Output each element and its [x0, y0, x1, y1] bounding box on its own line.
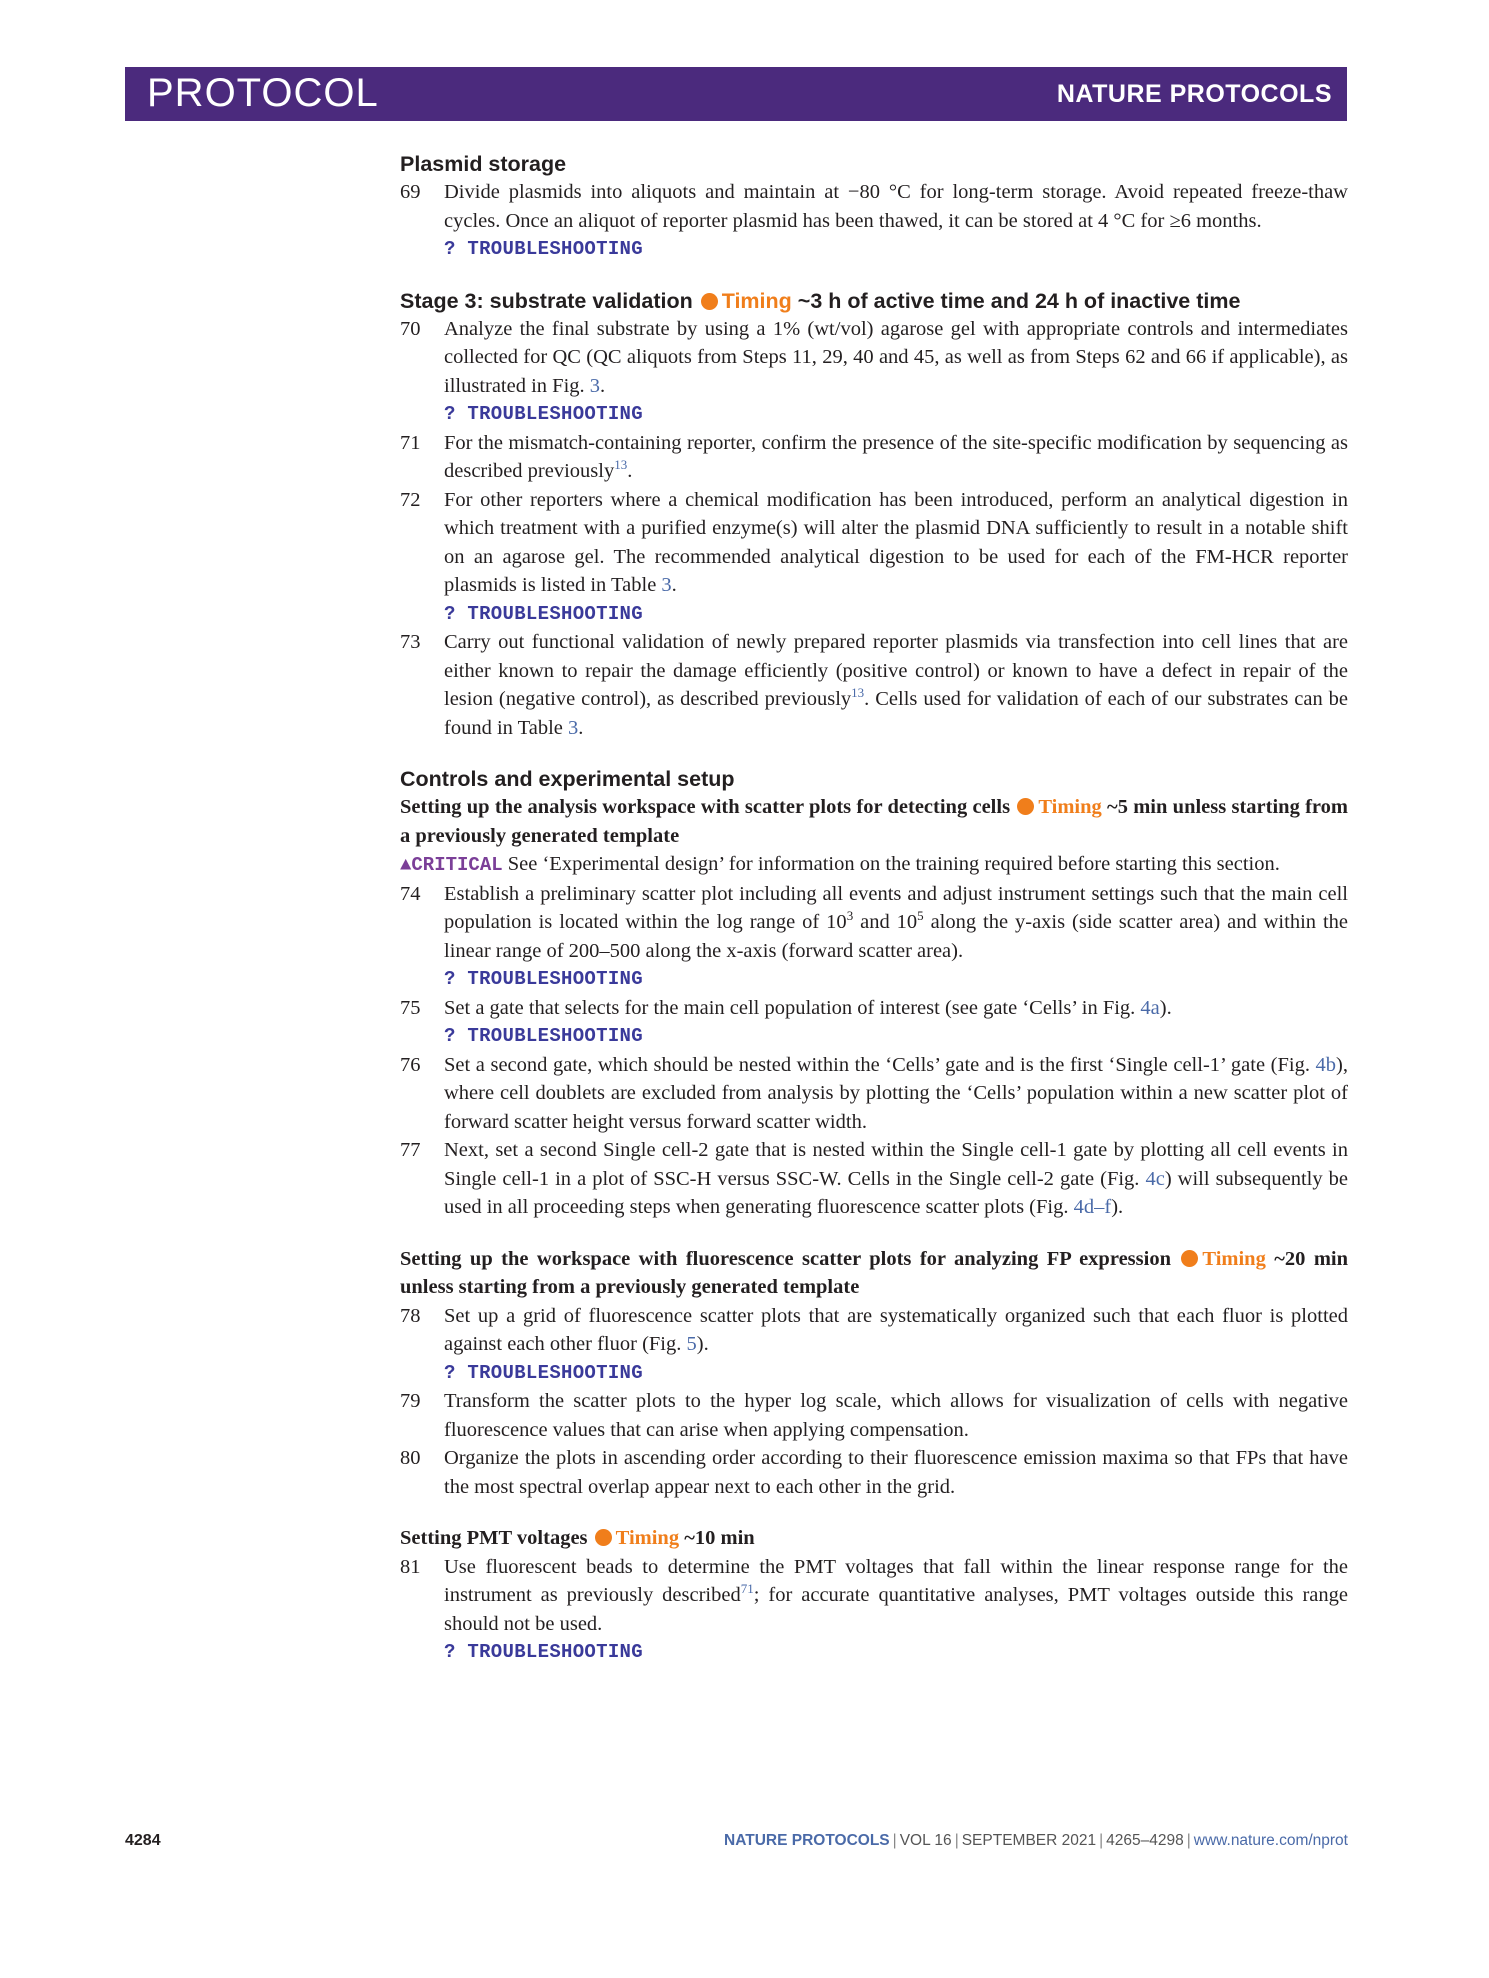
step-text: . Cells used for validation of each of our substrates can be found in Table [444, 688, 1349, 739]
step-73 [400, 628, 1348, 742]
timing-value: ~20 min unless starting from a previously generated template [400, 1247, 1348, 1298]
timing-label: Timing [1202, 1247, 1266, 1270]
step-71 [400, 429, 1348, 486]
troubleshooting-link[interactable]: ? TROUBLESHOOTING [444, 968, 643, 990]
section-heading [400, 287, 1348, 315]
step-number: 81 [400, 1555, 421, 1578]
heading-text: Setting PMT voltages [400, 1527, 588, 1549]
heading-text: Stage 3: substrate validation [400, 288, 693, 313]
sub-heading [400, 1245, 1348, 1302]
section-controls-setup [400, 765, 1348, 1222]
step-79 [400, 1387, 1348, 1444]
timing-value: ~10 min [684, 1527, 755, 1549]
step-number: 75 [400, 996, 421, 1019]
footer-separator: | [954, 1832, 959, 1849]
troubleshooting-link[interactable]: ? TROUBLESHOOTING [444, 1361, 643, 1384]
step-text: Establish a preliminary scatter plot including all events and adjust instrument settings such that the main cell population is located within the log range of 10 [444, 882, 1348, 933]
step-text: Organize the plots in ascending order according to their fluorescence emission maxima so that FPs that have the most spectral overlap appear next to each other in the grid. [444, 1447, 1348, 1498]
step-number: 69 [400, 181, 421, 203]
header-journal-label: NATURE PROTOCOLS [1056, 80, 1332, 108]
step-text: For the mismatch-containing reporter, confirm the presence of the site-specific modification by sequencing as described previously [444, 431, 1348, 482]
step-number: 72 [400, 488, 421, 511]
timing-label: Timing [615, 1527, 680, 1549]
step-text: along the y-axis (side scatter area) and within the linear range of 200–500 along the x-axis (forward scatter area). [444, 911, 1348, 962]
step-text: Next, set a second Single cell-2 gate that is nested within the Single cell-1 gate by plotting all cell events in Single cell-1 in a plot of SSC-H versus SSC-W. Cells in the Single cell-2 gate (Fig. [444, 1139, 1348, 1190]
step-text: Analyze the final substrate by using a 1% (wt/vol) agarose gel with appropriate controls and intermediates collected for QC (QC aliquots from Steps 11, 29, 40 and 45, as well as from Steps 62 and 66 if applicable), as illustrated in Fig. [444, 317, 1348, 397]
step-text: Set a gate that selects for the main cell population of interest (see gate ‘Cells’ in Fig. [444, 996, 1136, 1019]
footer-separator: | [892, 1832, 897, 1849]
step-text: ; for accurate quantitative analyses, PMT voltages outside this range should not be used. [444, 1584, 1349, 1635]
step-text: ) will subsequently be used in all proceeding steps when generating fluorescence scatter plots (Fig. [444, 1167, 1348, 1218]
step-text: Set a second gate, which should be nested within the ‘Cells’ gate and is the first ‘Single cell-1’ gate (Fig. [444, 1053, 1310, 1076]
troubleshooting-link[interactable]: ? TROUBLESHOOTING [444, 403, 643, 425]
footer-pages: 4265–4298 [1106, 1832, 1184, 1849]
step-77 [400, 1136, 1348, 1222]
step-text: . [671, 574, 677, 596]
page-content [400, 150, 1348, 1667]
step-70 [400, 315, 1348, 429]
page-number: 4284 [125, 1832, 161, 1849]
citation-link[interactable]: 71 [740, 1581, 754, 1597]
header-banner [125, 67, 1347, 121]
header-protocol-label: PROTOCOL [147, 71, 379, 115]
step-text: . [627, 460, 633, 482]
troubleshooting-link[interactable]: ? TROUBLESHOOTING [444, 1025, 643, 1047]
section-plasmid-storage [400, 150, 1348, 264]
step-text: ). [1111, 1196, 1124, 1218]
footer-separator: | [1099, 1832, 1104, 1849]
step-81 [400, 1553, 1348, 1667]
step-text: Transform the scatter plots to the hyper log scale, which allows for visualization of cells with negative fluorescence values that can arise when applying compensation. [444, 1390, 1348, 1441]
step-76 [400, 1051, 1348, 1137]
step-75 [400, 994, 1348, 1051]
figure-ref-link[interactable]: 5 [686, 1333, 697, 1355]
timing-label: Timing [1038, 796, 1102, 818]
step-number: 71 [400, 431, 421, 454]
figure-ref-link[interactable]: 4d–f [1073, 1196, 1112, 1218]
figure-ref-link[interactable]: 4c [1145, 1167, 1165, 1190]
superscript: 3 [846, 908, 854, 924]
footer-volume: VOL 16 [899, 1832, 952, 1849]
step-number: 77 [400, 1139, 421, 1161]
table-ref-link[interactable]: 3 [568, 716, 579, 739]
step-78 [400, 1302, 1348, 1388]
section-heading: Controls and experimental setup [400, 767, 735, 791]
superscript: 5 [917, 908, 924, 924]
timing-value: ~5 min unless starting from a previously generated template [400, 796, 1348, 847]
step-text: and 10 [853, 911, 918, 933]
section-fluorescence-workspace [400, 1245, 1348, 1502]
heading-text: Setting up the analysis workspace with scatter plots for detecting cells [400, 796, 1011, 818]
step-number: 80 [400, 1447, 421, 1469]
step-text: . [600, 374, 606, 397]
critical-label: CRITICAL [411, 854, 503, 876]
citation-link[interactable]: 13 [851, 685, 865, 701]
step-72 [400, 486, 1348, 629]
timing-label: Timing [721, 288, 792, 313]
footer-url-link[interactable]: www.nature.com/nprot [1193, 1832, 1348, 1849]
step-text: ). [1159, 996, 1172, 1019]
step-80 [400, 1444, 1348, 1501]
timing-dot-icon [595, 1529, 612, 1546]
step-number: 79 [400, 1390, 421, 1412]
step-74 [400, 880, 1348, 994]
table-ref-link[interactable]: 3 [661, 574, 672, 596]
heading-text: Setting up the workspace with fluorescence scatter plots for analyzing FP expression [400, 1247, 1171, 1270]
troubleshooting-link[interactable]: ? TROUBLESHOOTING [444, 602, 643, 625]
step-text: Use fluorescent beads to determine the PMT voltages that fall within the linear response range for the instrument as previously described [444, 1555, 1348, 1606]
footer-citation [724, 1832, 1348, 1850]
footer-journal: NATURE PROTOCOLS [724, 1832, 890, 1849]
figure-ref-link[interactable]: 4b [1315, 1053, 1337, 1076]
figure-ref-link[interactable]: 3 [589, 374, 601, 397]
step-number: 78 [400, 1304, 421, 1327]
critical-triangle-icon: ▲ [400, 854, 412, 876]
timing-dot-icon [701, 293, 718, 310]
step-text: Carry out functional validation of newly prepared reporter plasmids via transfection into cell lines that are either known to repair the damage efficiently (positive control) or known to have a defect in repair of the lesion (negative control), as described previously [444, 631, 1348, 710]
section-pmt-voltages [400, 1524, 1348, 1667]
figure-ref-link[interactable]: 4a [1140, 996, 1160, 1019]
step-number: 70 [400, 317, 421, 340]
timing-dot-icon [1017, 798, 1034, 815]
step-text: For other reporters where a chemical modification has been introduced, perform an analytical digestion in which treatment with a purified enzyme(s) will alter the plasmid DNA sufficiently to result in a notable shift on an agarose gel. The recommended analytical digestion to be used for each of the FM-HCR reporter plasmids is listed in Table [444, 488, 1348, 596]
step-69 [400, 178, 1348, 264]
sub-heading [400, 1524, 1348, 1553]
critical-note [400, 850, 1348, 880]
step-text: ), where cell doublets are excluded from analysis by plotting the ‘Cells’ population within a new scatter plot of forward scatter height versus forward scatter width. [444, 1053, 1348, 1133]
step-number: 73 [400, 631, 421, 653]
step-text: Divide plasmids into aliquots and maintain at −80 °C for long-term storage. Avoid repeated freeze-thaw cycles. Once an aliquot of reporter plasmid has been thawed, it can be stored at 4 °C for ≥6 months. [444, 181, 1348, 232]
step-text: . [578, 716, 584, 739]
footer-separator: | [1186, 1832, 1191, 1849]
critical-text: See ‘Experimental design’ for information on the training required before starting this section. [507, 853, 1280, 875]
troubleshooting-link[interactable]: ? TROUBLESHOOTING [444, 1641, 643, 1663]
sub-heading [400, 793, 1348, 850]
step-text: Set up a grid of fluorescence scatter plots that are systematically organized such that each fluor is plotted against each other fluor (Fig. [444, 1304, 1348, 1355]
step-number: 76 [400, 1053, 421, 1076]
step-text: ). [696, 1333, 709, 1355]
troubleshooting-link[interactable]: ? TROUBLESHOOTING [444, 238, 643, 260]
section-heading: Plasmid storage [400, 152, 567, 176]
step-number: 74 [400, 882, 421, 905]
footer-date: SEPTEMBER 2021 [961, 1832, 1097, 1849]
section-stage-3 [400, 287, 1348, 743]
timing-dot-icon [1181, 1250, 1198, 1267]
timing-value: ~3 h of active time and 24 h of inactive time [797, 288, 1241, 313]
citation-link[interactable]: 13 [614, 457, 628, 473]
